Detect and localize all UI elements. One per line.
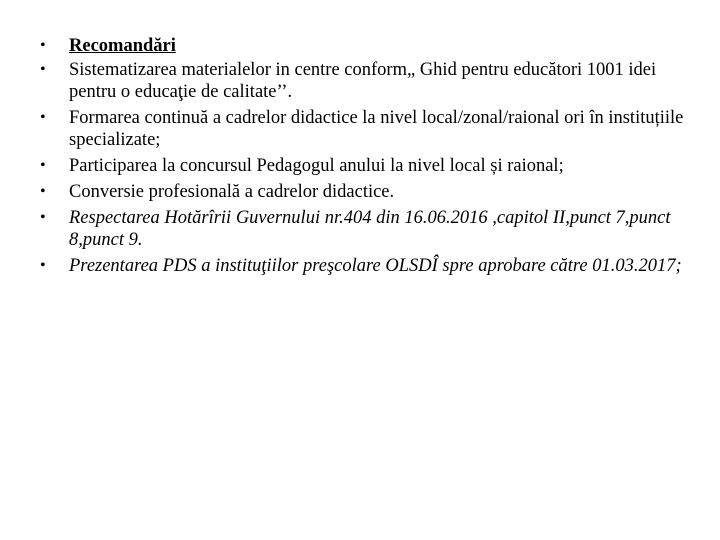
list-item-text: Respectarea Hotărîrii Guvernului nr.404 din 16.06.2016 ,capitol II,punct 7,punct 8,punct 9. [69,208,671,250]
heading-recomandari: Recomandări [69,36,176,56]
list-item [40,181,690,203]
list-item [40,155,690,177]
list-item [40,255,690,277]
list-item-heading [40,35,690,57]
list-item-text: Prezentarea PDS a instituţiilor preşcolare OLSDÎ spre aprobare către 01.03.2017; [69,256,682,276]
bullet-icon: • [40,61,46,78]
bullet-icon: • [40,209,46,226]
bullet-icon: • [40,109,46,126]
list-item-text: Formarea continuă a cadrelor didactice la nivel local/zonal/raional ori în instituțiile specializate; [69,108,684,150]
bullet-icon: • [40,37,46,54]
bullet-icon: • [40,183,46,200]
list-item [40,107,690,151]
list-item-text: Sistematizarea materialelor in centre conform„ Ghid pentru educători 1001 idei pentru o educaţie de calitate’’. [69,60,657,102]
bullet-icon: • [40,157,46,174]
list-item-text: Participarea la concursul Pedagogul anului la nivel local și raional; [69,156,564,176]
bullet-icon: • [40,257,46,274]
list-item-text: Conversie profesională a cadrelor didactice. [69,182,395,202]
bullet-list [40,35,690,281]
list-item [40,207,690,251]
list-item [40,59,690,103]
